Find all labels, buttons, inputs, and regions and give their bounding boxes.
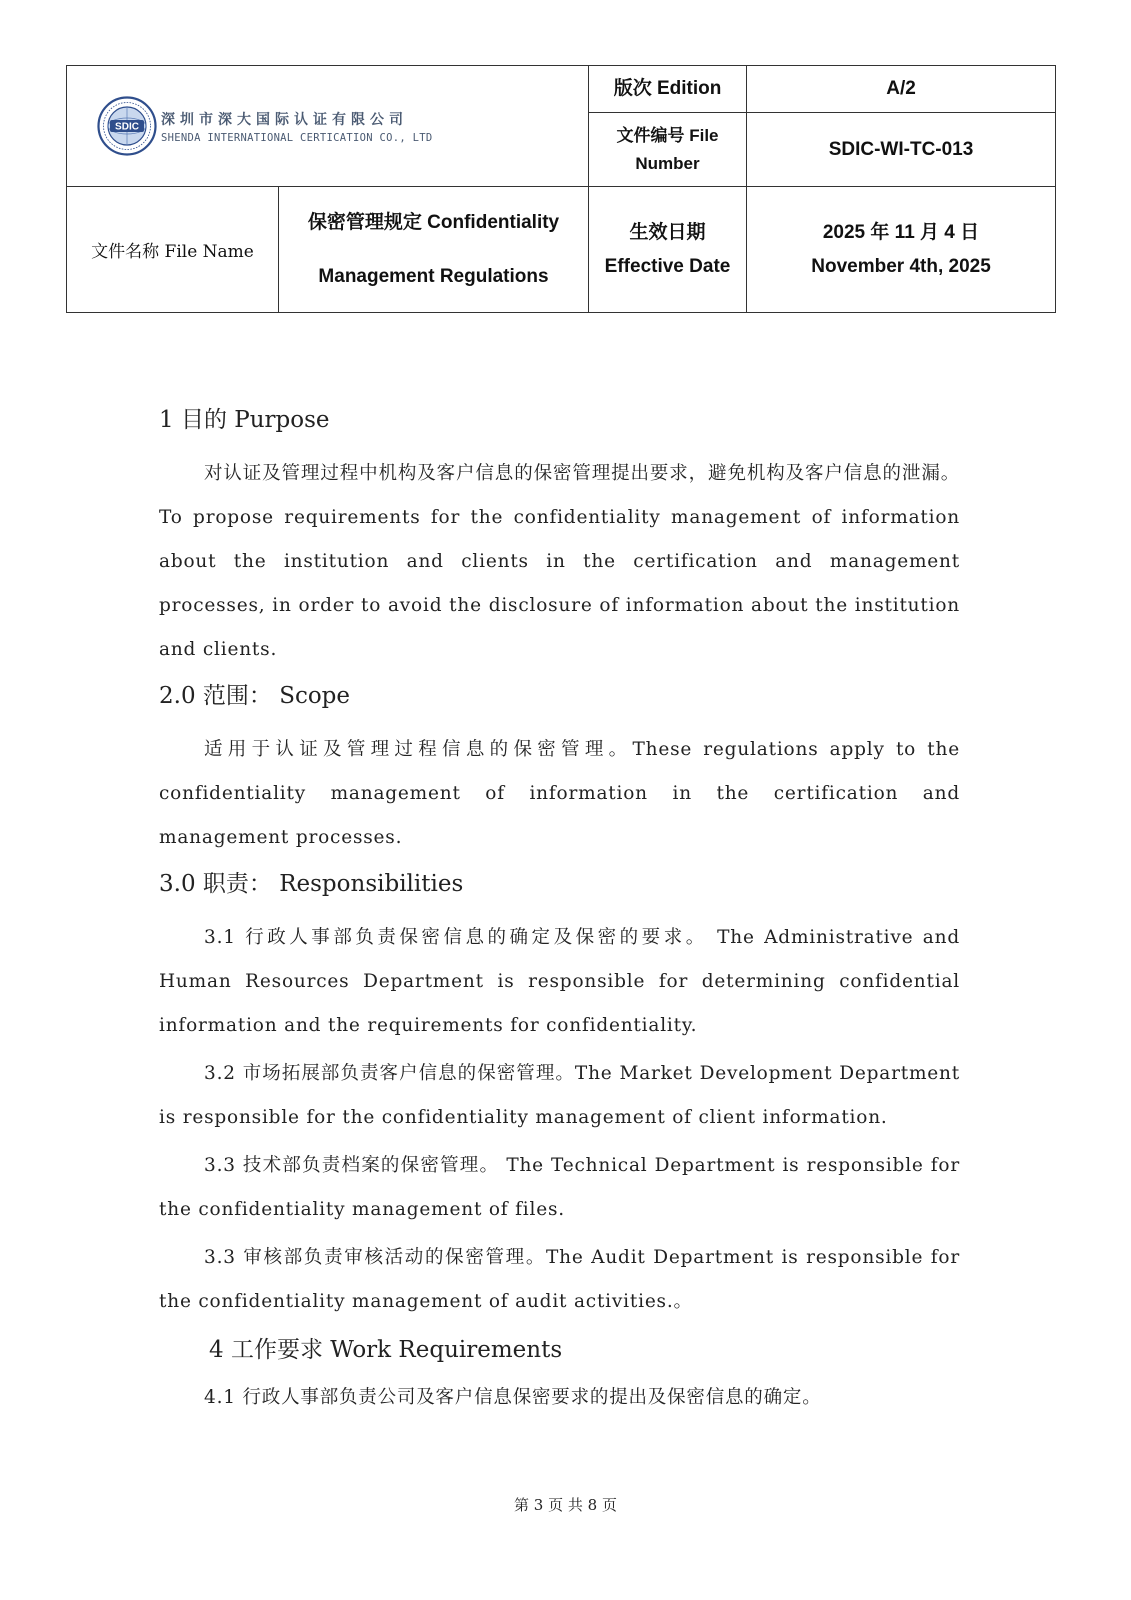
company-name-en: SHENDA INTERNATIONAL CERTICATION CO., LTD (161, 131, 433, 144)
effective-date-value-en: November 4th, 2025 (811, 255, 991, 277)
section-3-2-paragraph: 3.2 市场拓展部负责客户信息的保密管理。The Market Development Department is responsible for the confidentiality management of client information. (159, 1063, 960, 1128)
page-number-footer: 第 3 页 共 8 页 (514, 1496, 617, 1514)
edition-value-cell (747, 66, 1056, 113)
section-1-heading: 1 目的 Purpose (159, 407, 330, 433)
edition-label-cell (589, 66, 747, 113)
company-logo-cell (67, 66, 589, 187)
effective-date-label-cn: 生效日期 (629, 221, 706, 243)
company-logo (67, 96, 588, 156)
edition-label: 版次 Edition (613, 78, 722, 99)
svg-text:SDIC: SDIC (115, 121, 139, 133)
company-name-cn: 深圳市深大国际认证有限公司 (161, 111, 408, 128)
effective-date-label-cell (589, 187, 747, 313)
file-number-value-cell (747, 113, 1056, 187)
section-3-3-audit-paragraph: 3.3 审核部负责审核活动的保密管理。The Audit Department is responsible for the confidentiality management of audit activities.。 (159, 1247, 960, 1312)
company-seal-icon (97, 96, 157, 156)
effective-date-label-en: Effective Date (604, 255, 731, 277)
section-1-paragraph: 对认证及管理过程中机构及客户信息的保密管理提出要求，避免机构及客户信息的泄漏。To propose requirements for the confidentiality management of information about the institution and clients in the certification and management processes, in order to avoid the disclosure of information about the institution and clients. (159, 463, 960, 660)
file-number-label-en: Number (635, 153, 700, 173)
edition-value: A/2 (886, 78, 916, 99)
document-body (159, 402, 960, 1420)
file-number-value: SDIC-WI-TC-013 (828, 138, 974, 160)
section-2-paragraph: 适用于认证及管理过程信息的保密管理。These regulations apply to the confidentiality management of information in the certification and management processes. (159, 739, 960, 848)
section-4-1-paragraph: 4.1 行政人事部负责公司及客户信息保密要求的提出及保密信息的确定。 (204, 1387, 822, 1408)
section-3-3-technical-paragraph: 3.3 技术部负责档案的保密管理。 The Technical Department is responsible for the confidentiality management of files. (159, 1155, 960, 1220)
section-3-heading: 3.0 职责： Responsibilities (159, 871, 464, 897)
file-number-label-cn: 文件编号 File (616, 125, 719, 145)
file-name-value-line1: 保密管理规定 Confidentiality (307, 211, 560, 233)
file-name-label: 文件名称 File Name (91, 242, 254, 262)
section-3-1-paragraph: 3.1 行政人事部负责保密信息的确定及保密的要求。 The Administrative and Human Resources Department is responsible for determining confidential information and the requirements for confidentiality. (159, 927, 960, 1036)
effective-date-value-cell (747, 187, 1056, 313)
file-number-label-cell (589, 113, 747, 187)
effective-date-value-cn: 2025 年 11 月 4 日 (822, 221, 980, 243)
file-name-value-cell (279, 187, 589, 313)
document-header-table (66, 65, 1056, 313)
file-name-value-line2: Management Regulations (318, 265, 549, 287)
section-4-heading: 4 工作要求 Work Requirements (209, 1337, 563, 1363)
file-name-label-cell (67, 187, 279, 313)
section-2-heading: 2.0 范围： Scope (159, 683, 351, 709)
